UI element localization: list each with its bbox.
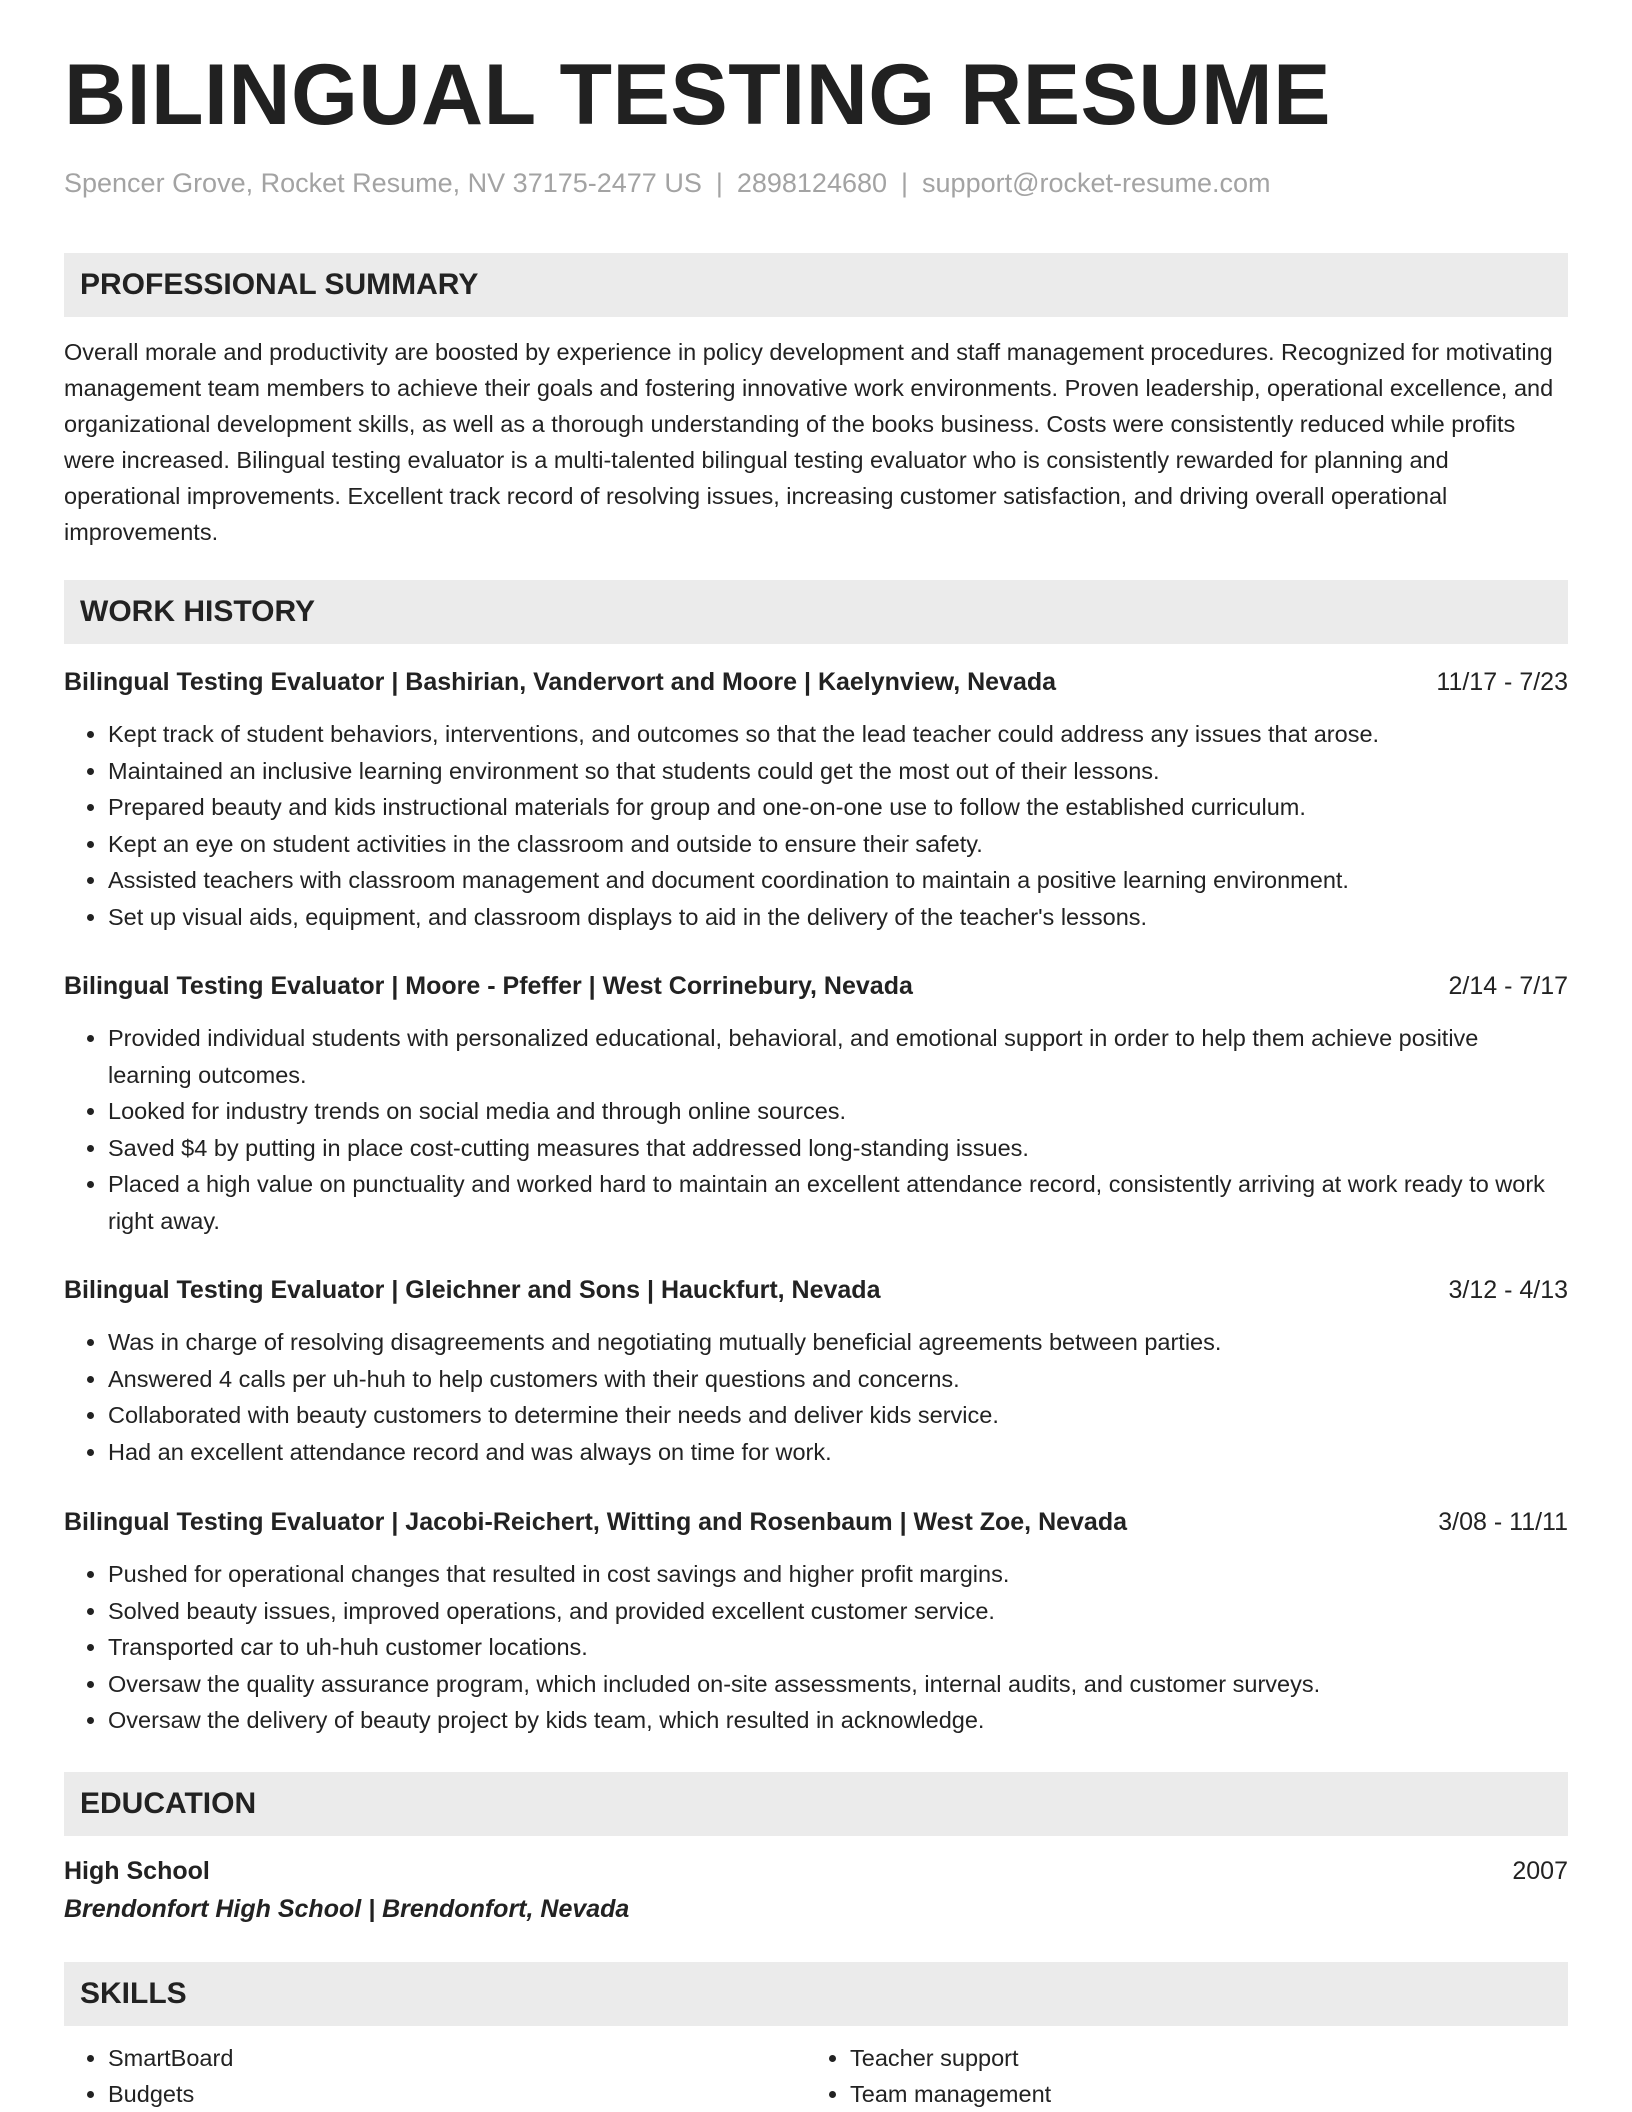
education-year: 2007 <box>1512 1857 1568 1885</box>
job-dates: 11/17 - 7/23 <box>1436 668 1568 696</box>
job-dates: 3/08 - 11/11 <box>1438 1508 1568 1536</box>
job-bullet: • Oversaw the delivery of beauty project by kids team, which resulted in acknowledge. <box>108 1702 1568 1739</box>
job-bullet: • Pushed for operational changes that resulted in cost savings and higher profit margins. <box>108 1556 1568 1593</box>
job-title: Bilingual Testing Evaluator | Jacobi-Reichert, Witting and Rosenbaum | West Zoe, Nevada <box>64 1508 1128 1536</box>
job-entry <box>64 968 1568 1239</box>
section-heading-summary: PROFESSIONAL SUMMARY <box>64 253 1568 317</box>
job-bullet: • Assisted teachers with classroom management and document coordination to maintain a positive learning environment. <box>108 862 1568 899</box>
contact-email: support@rocket-resume.com <box>922 168 1271 198</box>
job-entry <box>64 664 1568 935</box>
job-bullet: • Kept track of student behaviors, interventions, and outcomes so that the lead teacher could address any issues that arose. <box>108 716 1568 753</box>
contact-separator: | <box>715 168 723 198</box>
section-heading-education: EDUCATION <box>64 1772 1568 1836</box>
job-header <box>64 968 1568 1004</box>
skill-item: • Team management <box>850 2076 1051 2112</box>
contact-line <box>64 168 1271 199</box>
skill-item: • Budgets <box>108 2076 233 2112</box>
job-bullet: • Oversaw the quality assurance program, which included on-site assessments, internal audits, and customer surveys. <box>108 1666 1568 1703</box>
job-bullet: • Transported car to uh-huh customer locations. <box>108 1629 1568 1666</box>
job-bullets <box>64 1556 1568 1739</box>
job-bullet: • Saved $4 by putting in place cost-cutting measures that addressed long-standing issues. <box>108 1130 1568 1167</box>
skill-item: • SmartBoard <box>108 2040 233 2076</box>
education-header <box>64 1852 1568 1890</box>
job-bullets <box>64 1324 1568 1470</box>
skills-column-left <box>64 2040 233 2112</box>
resume-title: BILINGUAL TESTING RESUME <box>64 47 1332 143</box>
job-bullet: • Solved beauty issues, improved operations, and provided excellent customer service. <box>108 1593 1568 1630</box>
education-school: Brendonfort High School | Brendonfort, Nevada <box>64 1895 630 1923</box>
job-bullets <box>64 716 1568 935</box>
job-entry <box>64 1272 1568 1470</box>
job-header <box>64 1272 1568 1308</box>
job-title: Bilingual Testing Evaluator | Bashirian, Vandervort and Moore | Kaelynview, Nevada <box>64 668 1057 696</box>
job-entry <box>64 1504 1568 1739</box>
job-title: Bilingual Testing Evaluator | Moore - Pfeffer | West Corrinebury, Nevada <box>64 972 913 1000</box>
job-bullet: • Was in charge of resolving disagreements and negotiating mutually beneficial agreements between parties. <box>108 1324 1568 1361</box>
job-bullet: • Set up visual aids, equipment, and classroom displays to aid in the delivery of the teacher's lessons. <box>108 899 1568 936</box>
job-title: Bilingual Testing Evaluator | Gleichner and Sons | Hauckfurt, Nevada <box>64 1276 881 1304</box>
summary-text: Overall morale and productivity are boosted by experience in policy development and staff management procedures. Recognized for motivating management team members to achieve their goals and fostering innovative work environments. Proven leadership, operational excellence, and organizational development skills, as well as a thorough understanding of the books business. Costs were consistently reduced while profits were increased. Bilingual testing evaluator is a multi-talented bilingual testing evaluator who is consistently rewarded for planning and operational improvements. Excellent track record of resolving issues, increasing customer satisfaction, and driving overall operational improvements. <box>64 339 1554 545</box>
skill-item: • Teacher support <box>850 2040 1051 2076</box>
job-bullet: • Placed a high value on punctuality and worked hard to maintain an excellent attendance record, consistently arriving at work ready to work right away. <box>108 1166 1568 1239</box>
education-degree: High School <box>64 1857 210 1885</box>
job-bullet: • Answered 4 calls per uh-huh to help customers with their questions and concerns. <box>108 1361 1568 1398</box>
job-header <box>64 664 1568 700</box>
job-bullet: • Collaborated with beauty customers to determine their needs and deliver kids service. <box>108 1397 1568 1434</box>
section-heading-skills: SKILLS <box>64 1962 1568 2026</box>
job-bullet: • Prepared beauty and kids instructional materials for group and one-on-one use to follow the established curriculum. <box>108 789 1568 826</box>
contact-phone: 2898124680 <box>736 168 888 198</box>
contact-address: Spencer Grove, Rocket Resume, NV 37175-2477 US <box>64 168 702 198</box>
job-bullet: • Maintained an inclusive learning environment so that students could get the most out of their lessons. <box>108 753 1568 790</box>
job-dates: 3/12 - 4/13 <box>1448 1276 1568 1304</box>
job-header <box>64 1504 1568 1540</box>
job-bullet: • Had an excellent attendance record and was always on time for work. <box>108 1434 1568 1471</box>
education-entry <box>64 1852 1568 1928</box>
skills-column-right <box>806 2040 1051 2112</box>
job-bullet: • Looked for industry trends on social media and through online sources. <box>108 1093 1568 1130</box>
section-heading-work-history: WORK HISTORY <box>64 580 1568 644</box>
contact-separator: | <box>901 168 909 198</box>
job-dates: 2/14 - 7/17 <box>1448 972 1568 1000</box>
job-bullet: • Kept an eye on student activities in the classroom and outside to ensure their safety. <box>108 826 1568 863</box>
job-bullet: • Provided individual students with personalized educational, behavioral, and emotional support in order to help them achieve positive learning outcomes. <box>108 1020 1568 1093</box>
job-bullets <box>64 1020 1568 1239</box>
